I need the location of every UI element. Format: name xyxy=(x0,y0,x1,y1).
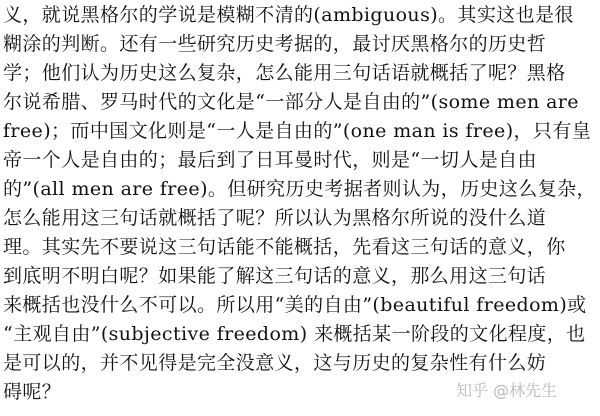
text-line-11: 来概括也没什么不可以。所以用“美的自由”(beautiful freedom)或 xyxy=(3,294,587,316)
text-line-6: 帝一个人是自由的；最后到了日耳曼时代，则是“一切人是自由 xyxy=(3,149,537,171)
text-line-8: 怎么能用这三句话就概括了呢？所以认为黑格尔所说的没什么道 xyxy=(3,207,547,229)
text-line-4: 尔说希腊、罗马时代的文化是“一部分人是自由的”(some men are xyxy=(3,91,579,113)
text-line-10: 到底明不明白呢？如果能了解这三句话的意义，那么用这三句话 xyxy=(3,265,547,287)
text-line-12: “主观自由”(subjective freedom) 来概括某一阶段的文化程度，也 xyxy=(3,323,586,345)
text-line-1: 义，就说黑格尔的学说是模糊不清的(ambiguous)。其实这也是很 xyxy=(3,4,574,26)
zhihu-watermark: 知乎 @林先生 xyxy=(456,381,558,400)
text-line-5: free)；而中国文化则是“一人是自由的”(one man is free)，只有皇 xyxy=(3,120,592,142)
text-line-9: 理。其实先不要说这三句话能不能概括，先看这三句话的意义，你 xyxy=(3,236,566,258)
text-line-7: 的”(all men are free)。但研究历史考据者则认为，历史这么复杂， xyxy=(3,178,596,200)
text-line-13: 是可以的，并不见得是完全没意义，这与历史的复杂性有什么妨 xyxy=(3,352,547,374)
text-line-2: 糊涂的判断。还有一些研究历史考据的，最讨厌黑格尔的历史哲 xyxy=(3,33,547,55)
text-line-3: 学；他们认为历史这么复杂，怎么能用三句话语就概括了呢？黑格 xyxy=(3,62,566,84)
text-line-14: 碍呢？ xyxy=(3,381,62,403)
